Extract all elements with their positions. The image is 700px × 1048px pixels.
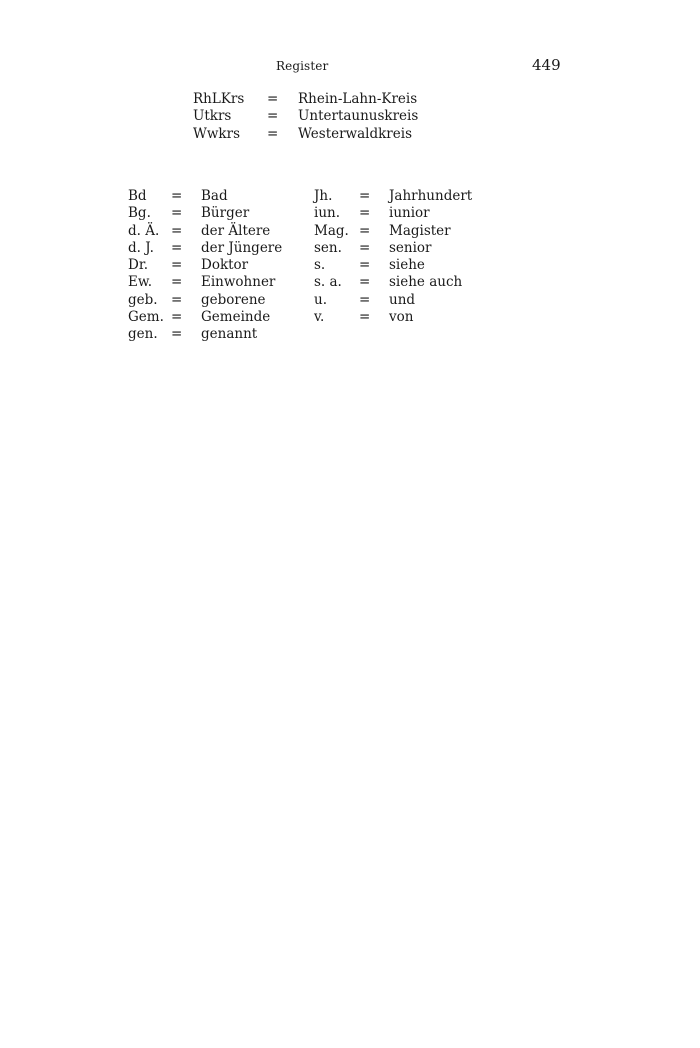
abbreviation: Jh. [314,188,333,204]
abbreviation-entry [128,188,298,205]
abbreviation-entry [314,292,494,309]
abbreviation-entry [128,292,298,309]
equals-sign: = [171,326,183,343]
equals-sign: = [171,222,183,239]
equals-sign: = [171,291,183,308]
abbreviation-entry [314,240,494,257]
abbreviation: Gem. [128,309,164,326]
abbreviation-entry [193,108,453,125]
equals-sign: = [359,257,371,274]
abbreviation: Mag. [314,222,349,239]
equals-sign: = [171,274,183,291]
abbreviation-entry [193,91,453,108]
equals-sign: = [267,108,279,125]
abbreviation: Ew. [128,274,153,291]
abbreviation: iun. [314,205,340,222]
abbreviation-meaning: Rhein-Lahn-Kreis [298,91,418,107]
abbreviation: d. Ä. [128,222,160,239]
abbreviation-meaning: iunior [389,205,430,222]
abbreviation-meaning: geborene [201,291,266,308]
page-number: 449 [532,56,561,74]
abbreviation: s. [314,257,326,274]
equals-sign: = [171,188,183,204]
abbreviation-meaning: der Jüngere [201,239,283,256]
abbreviation: s. a. [314,274,342,291]
abbreviation-entry [314,309,494,326]
abbreviation-meaning: Westerwaldkreis [298,125,412,142]
abbreviation-entry [314,274,494,291]
abbreviation: gen. [128,326,158,343]
abbreviation-entry [314,188,494,205]
abbreviation-entry [128,309,298,326]
abbreviation: v. [314,309,325,326]
equals-sign: = [359,291,371,308]
abbreviation-meaning: von [389,309,414,326]
abbreviation-meaning: der Ältere [201,222,271,239]
abbreviation-meaning: Bürger [201,205,250,222]
district-abbreviation-list [193,91,453,143]
equals-sign: = [359,205,371,222]
equals-sign: = [171,257,183,274]
abbreviation-meaning: siehe [389,257,425,274]
abbreviation: Utkrs [193,108,232,125]
abbreviation-entry [128,274,298,291]
equals-sign: = [171,239,183,256]
equals-sign: = [359,309,371,326]
abbreviation-meaning: senior [389,239,432,256]
abbreviation: RhLKrs [193,91,245,107]
abbreviation-meaning: Jahrhundert [389,188,473,204]
abbreviation: Wwkrs [193,125,240,142]
abbreviation-meaning: Einwohner [201,274,276,291]
abbreviation: Bg. [128,205,151,222]
abbreviation: geb. [128,291,158,308]
abbreviation-meaning: Bad [201,188,228,204]
abbreviation-meaning: genannt [201,326,258,343]
equals-sign: = [171,205,183,222]
abbreviation-meaning: Magister [389,222,451,239]
equals-sign: = [171,309,183,326]
abbreviation-entry [314,257,494,274]
running-header: Register [276,59,329,73]
equals-sign: = [267,91,279,107]
abbreviation: sen. [314,239,342,256]
equals-sign: = [267,125,279,142]
abbreviation-entry [314,223,494,240]
abbreviation-meaning: siehe auch [389,274,463,291]
abbreviation: Bd [128,188,147,204]
abbreviation-entry [193,126,453,143]
abbreviation-meaning: Untertaunuskreis [298,108,419,125]
equals-sign: = [359,222,371,239]
abbreviation-meaning: und [389,291,416,308]
abbreviation: Dr. [128,257,149,274]
abbreviation: d. J. [128,239,154,256]
general-abbreviation-list-right [314,188,494,326]
general-abbreviation-list-left [128,188,298,344]
abbreviation: u. [314,291,327,308]
abbreviation-entry [314,205,494,222]
abbreviation-entry [128,326,298,343]
abbreviation-entry [128,240,298,257]
equals-sign: = [359,274,371,291]
abbreviation-meaning: Gemeinde [201,309,271,326]
abbreviation-entry [128,205,298,222]
abbreviation-entry [128,223,298,240]
equals-sign: = [359,239,371,256]
abbreviation-meaning: Doktor [201,257,249,274]
equals-sign: = [359,188,371,204]
abbreviation-entry [128,257,298,274]
